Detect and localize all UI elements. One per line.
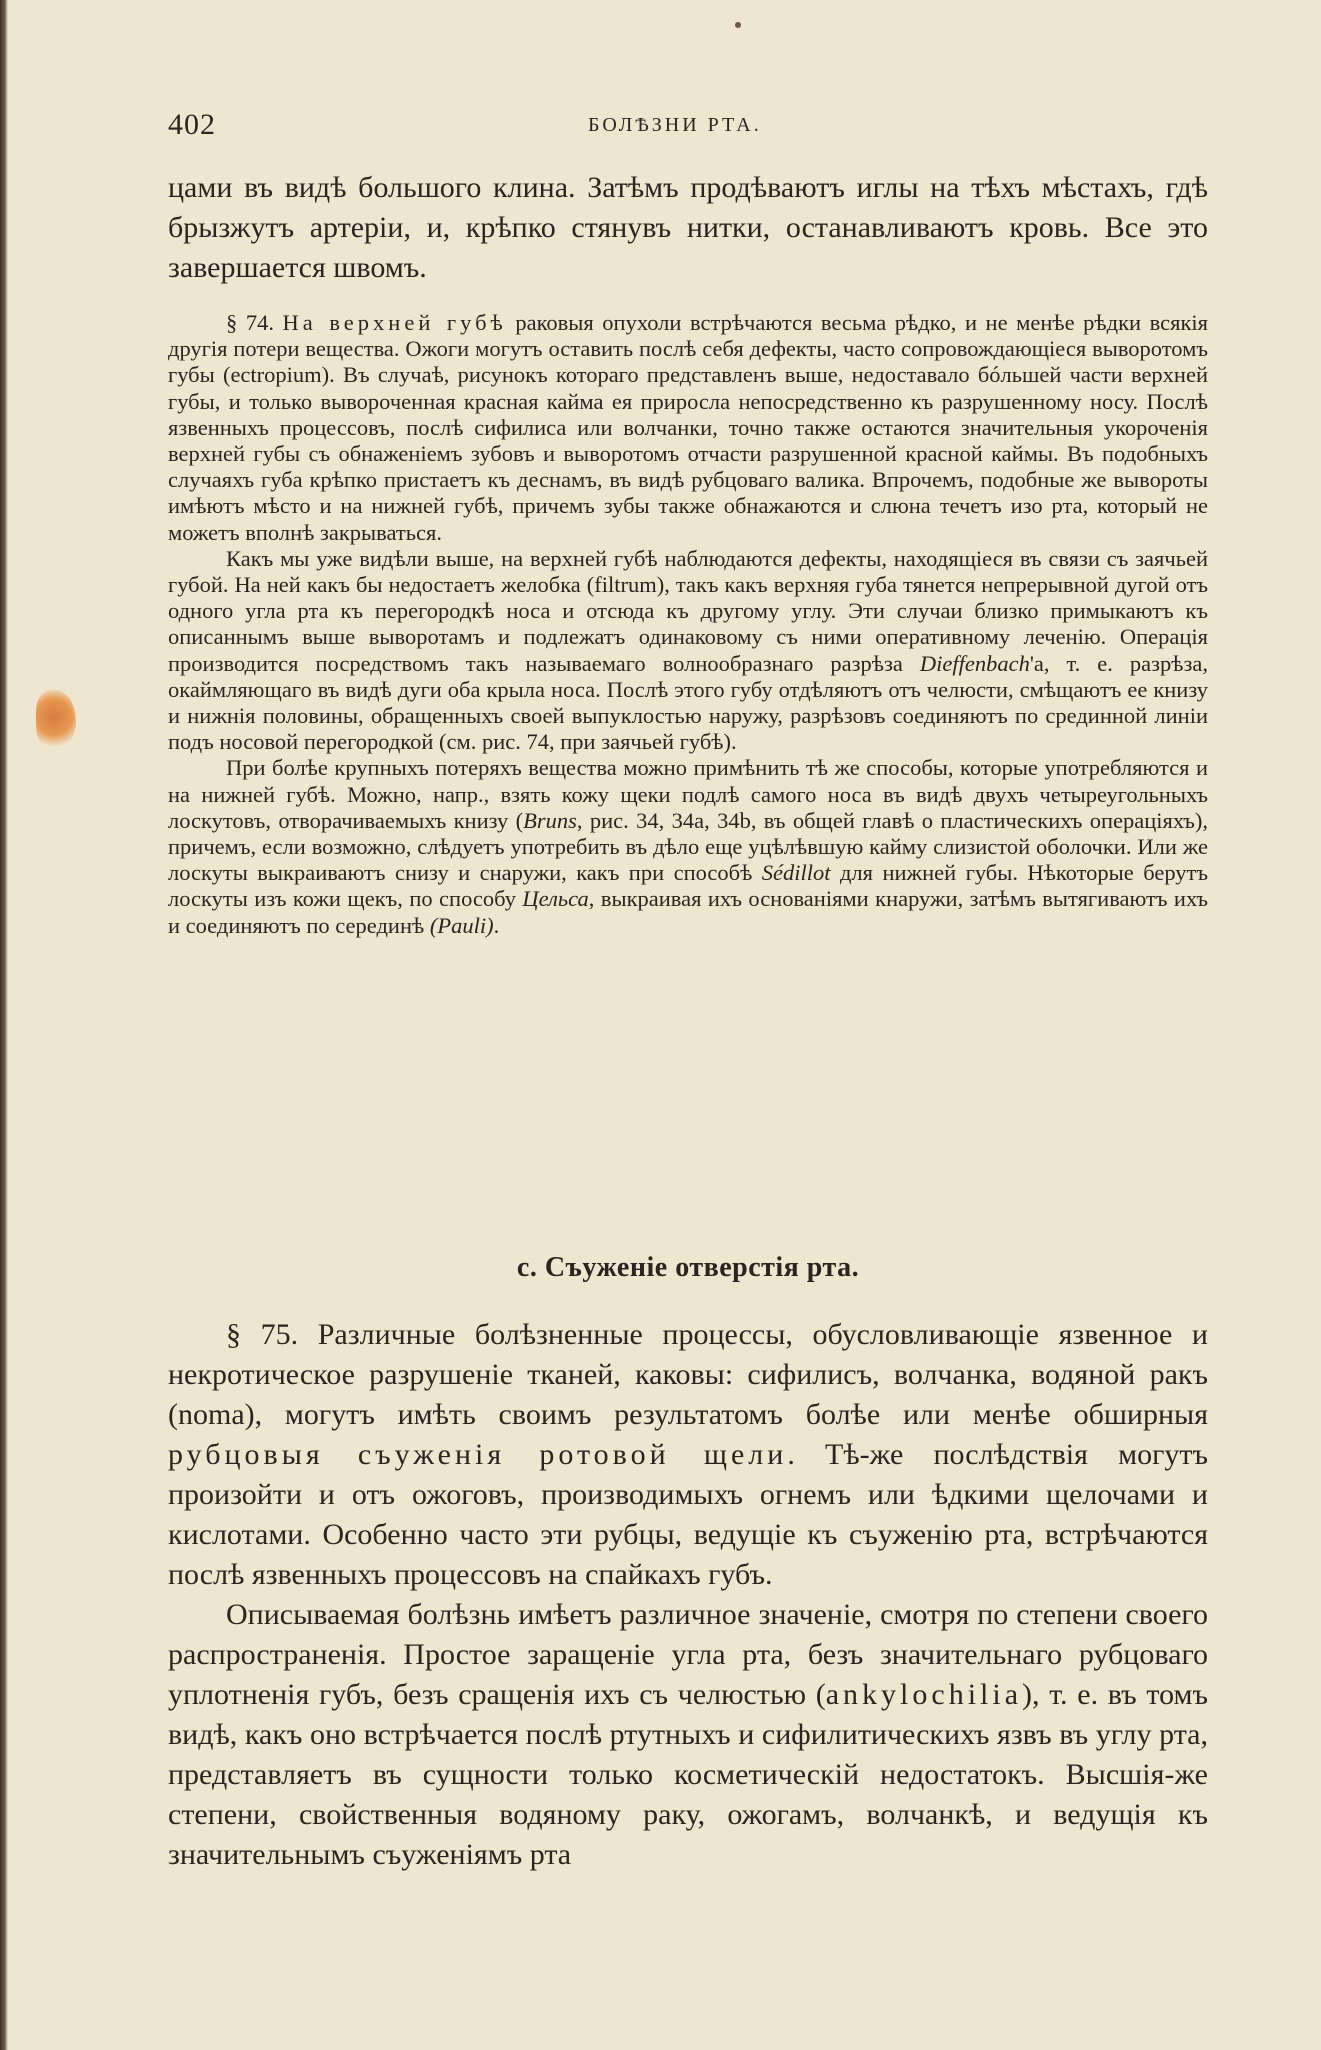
author-name: Dieffenbach xyxy=(919,650,1030,676)
paragraph-text: ), т. е. въ томъ видѣ, какъ оно встрѣчается послѣ ртутныхъ и сифилитическихъ язвъ въ углу рта, представляетъ въ сущности только косметическій недостатокъ. Высшія-же степени, свойственныя водяному раку, ожогамъ, волчанкѣ, и ведущія къ значительнымъ съуженіямъ рта xyxy=(168,1678,1209,1871)
paragraph xyxy=(168,1315,1208,1595)
paragraph xyxy=(168,310,1208,546)
author-name: Sédillot xyxy=(761,860,831,886)
paragraph-text: Описываемая болѣзнь имѣетъ различное значеніе, смотря по степени своего распространенія. Простое заращеніе угла рта, безъ значительнаго рубцоваго уплотненія губъ, безъ сращенія ихъ съ челюстью ( xyxy=(168,1598,1208,1711)
page-number: 402 xyxy=(168,108,216,141)
page-binding-edge xyxy=(0,0,8,2050)
paper-speck xyxy=(735,22,741,28)
spaced-term: ankylochilia xyxy=(825,1678,1023,1711)
paragraph-text: , рис. 34, 34a, 34b, въ общей главѣ о пластическихъ операціяхъ), причемъ, если возможно, слѣдуетъ употребить въ дѣло еще уцѣлѣвшую кайму слизистой оболочки. Или же лоскуты выкраиваютъ снизу и снаружи, какъ при способѣ xyxy=(168,807,1208,886)
paragraph-text: для нижней губы. Нѣкоторые берутъ лоскуты изъ кожи щекъ, по способу xyxy=(168,860,1209,912)
section-74 xyxy=(168,310,1208,939)
paragraph-text: Какъ мы уже видѣли выше, на верхней губѣ наблюдаются дефекты, находящіеся въ связи съ заячьей губой. На ней какъ бы недостаетъ желобка (filtrum), такъ какъ верхняя губа тянется непрерывной дугой отъ одного угла рта къ перегородкѣ носа и отсюда къ другому углу. Эти случаи близко примыкаютъ къ описаннымъ выше выворотамъ и подлежатъ одинаковому съ ними оперативному леченію. Операція производится посредствомъ такъ называемаго волнообразнаго разрѣза xyxy=(168,545,1208,676)
section-number: § 74. xyxy=(226,310,283,335)
running-title: БОЛѢЗНИ РТА. xyxy=(588,114,762,136)
author-name: Bruns xyxy=(523,807,577,833)
paragraph-text: 'а, т. е. разрѣза, окаймляющаго въ видѣ дуги оба крыла носа. Послѣ этого губу отдѣляютъ отъ челюсти, смѣщаютъ ее книзу и нижнія половины, обращенныхъ своей выпуклостью наружу, разрѣзовъ соединяютъ по срединной линіи подъ носовой перегородкой (см. рис. 74, при заячьей губѣ). xyxy=(168,650,1208,755)
continued-paragraph xyxy=(168,168,1208,288)
paragraph-text: § 75. Различные болѣзненные процессы, обусловливающіе язвенное и некротическое разрушеніе тканей, каковы: сифилисъ, волчанка, водяной ракъ (noma), могутъ имѣть своимъ результатомъ болѣе или менѣе обширныя xyxy=(168,1318,1208,1431)
section-75 xyxy=(168,1315,1208,1875)
paragraph xyxy=(168,546,1208,756)
paragraph-text: раковыя опухоли встрѣчаются весьма рѣдко, и не менѣе рѣдки всякія другія потери вещества. Ожоги могутъ оставить послѣ себя дефекты, часто сопровождающіеся выворотомъ губы (ectropium). Въ случаѣ, рисунокъ котораго представленъ выше, недоставало бóльшей части верхней губы, и только вывороченная красная кайма ея приросла непосредственно къ разрушенному носу. Послѣ язвенныхъ процессовъ, послѣ сифилиса или волчанки, точно также остаются значительныя укороченія верхней губы съ обнаженіемъ зубовъ и выворотомъ отчасти разрушенной красной каймы. Въ подобныхъ случаяхъ губа крѣпко пристаетъ къ деснамъ, въ видѣ рубцоваго валика. Впрочемъ, подобные же вывороты имѣютъ мѣсто и на нижней губѣ, причемъ зубы также обнажаются и слюна течетъ изо рта, который не можетъ вполнѣ закрываться. xyxy=(168,310,1208,545)
section-heading: c. Съуженіе отверстія рта. xyxy=(516,1252,860,1283)
author-name: (Pauli) xyxy=(429,912,494,938)
author-name: Цельса xyxy=(522,886,589,912)
paragraph-text: . Тѣ-же послѣдствія могутъ произойти и отъ ожоговъ, производимыхъ огнемъ или ѣдкими щелочами и кислотами. Особенно часто эти рубцы, ведущіе къ съуженію рта, встрѣчаются послѣ язвенныхъ процессовъ на спайкахъ губъ. xyxy=(168,1438,1208,1591)
paragraph-text: При болѣе крупныхъ потеряхъ вещества можно примѣнить тѣ же способы, которые употребляются и на нижней губѣ. Можно, напр., взять кожу щеки подлѣ самого носа въ видѣ двухъ четыреугольныхъ лоскутовъ, отворачиваемыхъ книзу ( xyxy=(168,755,1208,833)
spaced-term: рубцовыя съуженія ротовой щели xyxy=(168,1438,788,1471)
spaced-term: На верхней губѣ xyxy=(282,310,507,335)
paragraph xyxy=(168,1595,1208,1875)
paragraph-text: . xyxy=(493,912,500,938)
paragraph xyxy=(168,755,1208,938)
paragraph-text: , выкраивая ихъ основаніями кнаружи, затѣмъ вытягиваютъ ихъ и соединяютъ по серединѣ xyxy=(168,886,1208,938)
page-header xyxy=(168,108,1208,144)
paragraph: цами въ видѣ большого клина. Затѣмъ продѣваютъ иглы на тѣхъ мѣстахъ, гдѣ брызжутъ артеріи, и, крѣпко стянувъ нитки, останавливаютъ кровь. Все это завершается швомъ. xyxy=(168,171,1208,284)
ink-stain xyxy=(36,690,76,750)
